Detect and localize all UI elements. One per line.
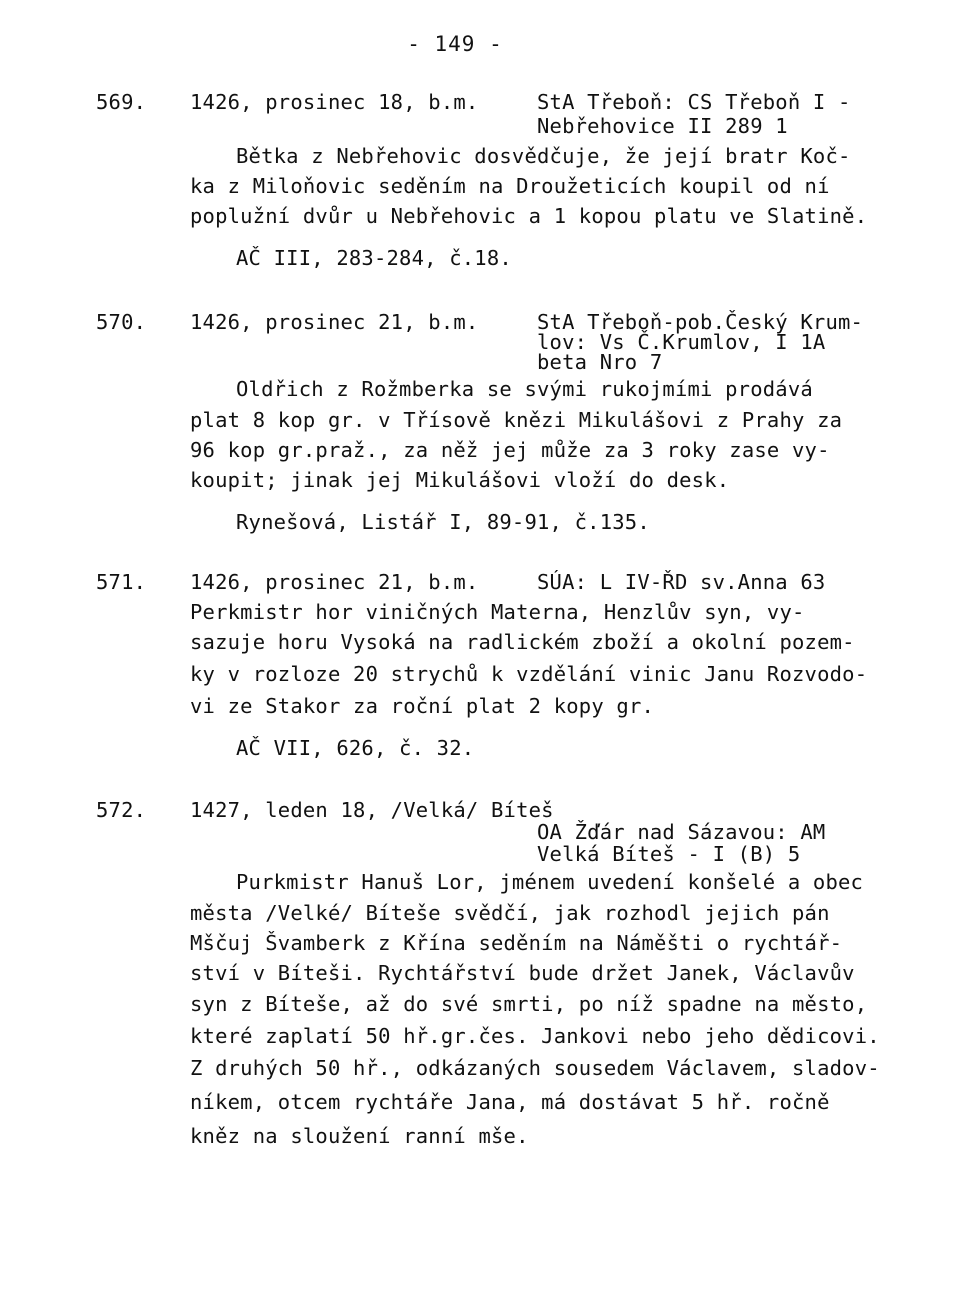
entry-citation: AČ III, 283-284, č.18. xyxy=(236,246,512,270)
entry-text-line: ství v Bíteši. Rychtářství bude držet Janek, Václavův xyxy=(190,961,855,985)
entry-citation: AČ VII, 626, č. 32. xyxy=(236,736,475,760)
entry-archive-line: StA Třeboň-pob.Český Krum- xyxy=(537,310,864,334)
entry-text-line: které zaplatí 50 hř.gr.čes. Jankovi nebo jeho dědicovi. xyxy=(190,1024,880,1048)
entry-text-line: plat 8 kop gr. v Třísově knězi Mikulášovi z Prahy za xyxy=(190,408,843,432)
entry-date: 1427, leden 18, /Velká/ Bíteš xyxy=(190,798,554,822)
entry-archive-line: SÚA: L IV-ŘD sv.Anna 63 xyxy=(537,570,826,594)
entry-archive-line: beta Nro 7 xyxy=(537,350,663,374)
entry-archive-line: Nebřehovice II 289 1 xyxy=(537,114,788,138)
entry-text-line: Bětka z Nebřehovic dosvědčuje, že její bratr Koč- xyxy=(236,144,851,168)
entry-text-line: sazuje horu Vysoká na radlickém zboží a okolní pozem- xyxy=(190,630,855,654)
entry-text-line: Purkmistr Hanuš Lor, jménem uvedení konšelé a obec xyxy=(236,870,864,894)
entry-date: 1426, prosinec 21, b.m. xyxy=(190,570,479,594)
entry-text-line: města /Velké/ Bíteše svědčí, jak rozhodl jejich pán xyxy=(190,901,830,925)
entry-text-line: kněz na sloužení ranní mše. xyxy=(190,1124,529,1148)
entry-text-line: Mščuj Švamberk z Křína seděním na Náměšti o rychtář- xyxy=(190,931,843,955)
entry-archive-line: OA Žďár nad Sázavou: AM xyxy=(537,820,826,844)
entry-citation: Rynešová, Listář I, 89-91, č.135. xyxy=(236,510,650,534)
entry-text-line: 96 kop gr.praž., za něž jej může za 3 roky zase vy- xyxy=(190,438,830,462)
entry-archive-line: lov: Vs Č.Krumlov, I 1A xyxy=(537,330,826,354)
entry-text-line: vi ze Stakor za roční plat 2 kopy gr. xyxy=(190,694,655,718)
entry-date: 1426, prosinec 18, b.m. xyxy=(190,90,479,114)
entry-text-line: koupit; jinak jej Mikulášovi vloží do desk. xyxy=(190,468,730,492)
entry-text-line: Perkmistr hor viničných Materna, Henzlův syn, vy- xyxy=(190,600,805,624)
entry-text-line: ky v rozloze 20 strychů k vzdělání vinic Janu Rozvodo- xyxy=(190,662,868,686)
entry-text-line: Oldřich z Rožmberka se svými rukojmími prodává xyxy=(236,377,813,401)
entry-text-line: ka z Miloňovic seděním na Droužeticích koupil od ní xyxy=(190,174,830,198)
entry-archive-line: StA Třeboň: CS Třeboň I - xyxy=(537,90,851,114)
entry-text-line: syn z Bíteše, až do své smrti, po níž spadne na město, xyxy=(190,992,868,1016)
entry-number: 572. xyxy=(96,798,147,822)
entry-date: 1426, prosinec 21, b.m. xyxy=(190,310,479,334)
entry-text-line: níkem, otcem rychtáře Jana, má dostávat 5 hř. ročně xyxy=(190,1090,830,1114)
entry-text-line: poplužní dvůr u Nebřehovic a 1 kopou platu ve Slatině. xyxy=(190,204,868,228)
entry-number: 569. xyxy=(96,90,147,114)
entry-number: 570. xyxy=(96,310,147,334)
entry-text-line: Z druhých 50 hř., odkázaných sousedem Václavem, sladov- xyxy=(190,1056,880,1080)
entry-archive-line: Velká Bíteš - I (B) 5 xyxy=(537,842,801,866)
entry-number: 571. xyxy=(96,570,147,594)
page-number: - 149 - xyxy=(407,32,503,56)
